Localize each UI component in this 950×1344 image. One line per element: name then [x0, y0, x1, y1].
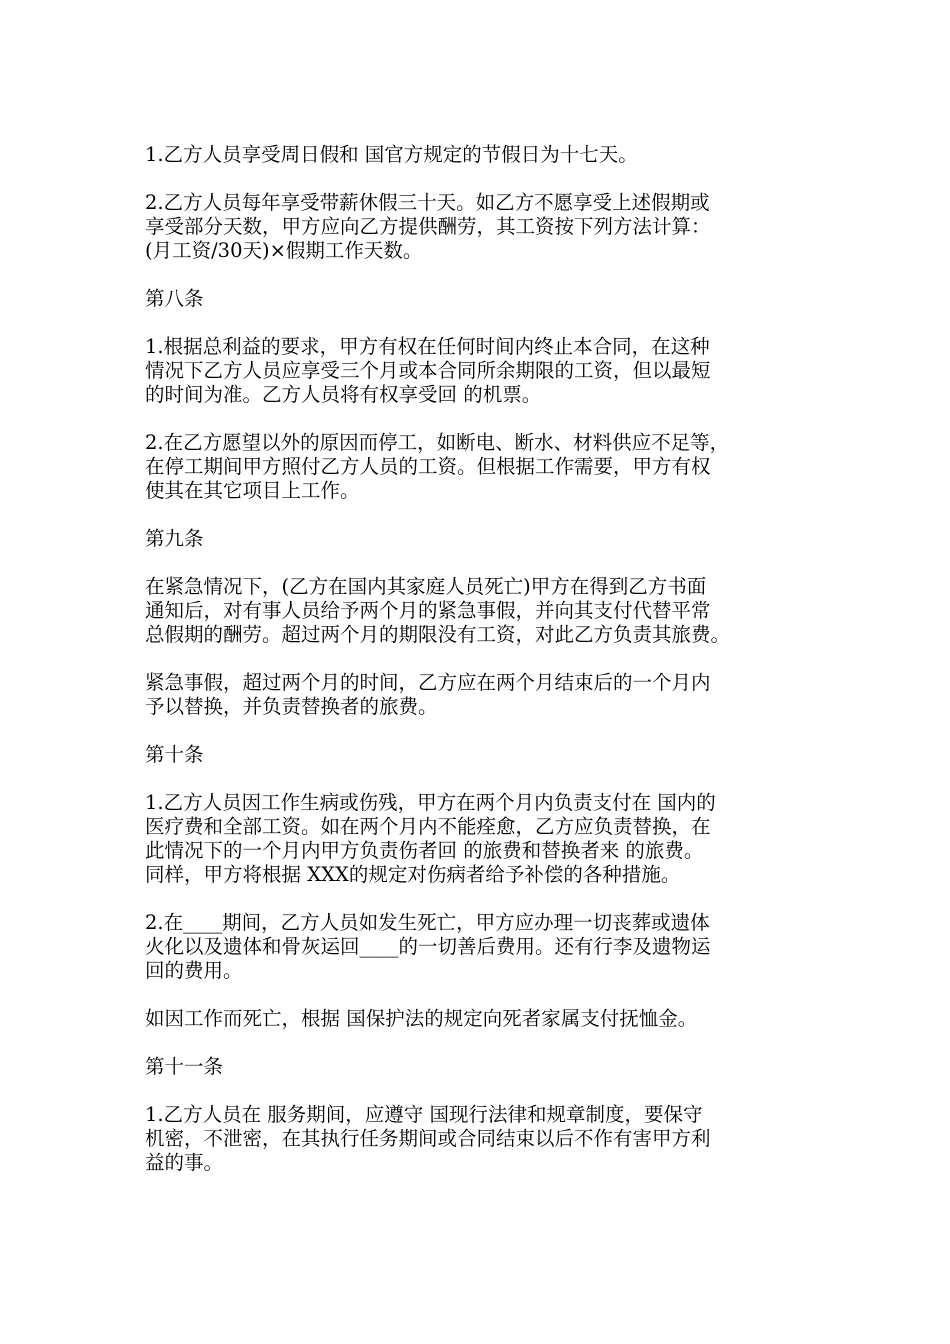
text-line: 此情况下的一个月内甲方负责伤者回 的旅费和替换者来 的旅费。	[145, 839, 704, 862]
paragraph	[145, 143, 810, 167]
text-line: 予以替换，并负责替换者的旅费。	[145, 695, 438, 718]
text-line: 医疗费和全部工资。如在两个月内不能痊愈，乙方应负责替换，在	[145, 815, 711, 838]
text-line: 第八条	[145, 287, 204, 310]
article-heading	[145, 743, 810, 767]
paragraph	[145, 1007, 810, 1031]
paragraph	[145, 431, 810, 503]
text-line: 的时间为准。乙方人员将有权享受回 的机票。	[145, 383, 542, 406]
paragraph	[145, 575, 810, 647]
text-line: 2.乙方人员每年享受带薪休假三十天。如乙方不愿享受上述假期或	[145, 191, 710, 214]
text-line: 1.乙方人员享受周日假和 国官方规定的节假日为十七天。	[145, 143, 638, 166]
text-line: 同样，甲方将根据 XXX的规定对伤病者给予补偿的各种措施。	[145, 863, 681, 886]
text-line: 2.在____期间，乙方人员如发生死亡，甲方应办理一切丧葬或遗体	[145, 911, 710, 934]
text-line: 如因工作而死亡，根据 国保护法的规定向死者家属支付抚恤金。	[145, 1007, 698, 1030]
document-page	[145, 143, 810, 1199]
text-line: 火化以及遗体和骨灰运回____的一切善后费用。还有行李及遗物运	[145, 935, 711, 958]
paragraph	[145, 335, 810, 407]
text-line: 紧急事假，超过两个月的时间，乙方应在两个月结束后的一个月内	[145, 671, 711, 694]
article-heading	[145, 287, 810, 311]
text-line: 1.乙方人员在 服务期间，应遵守 国现行法律和规章制度，要保守	[145, 1103, 703, 1126]
paragraph	[145, 671, 810, 719]
text-line: 通知后，对有事人员给予两个月的紧急事假，并向其支付代替平常	[145, 599, 711, 622]
text-line: 在停工期间甲方照付乙方人员的工资。但根据工作需要，甲方有权	[145, 455, 711, 478]
text-line: 享受部分天数，甲方应向乙方提供酬劳，其工资按下列方法计算：	[145, 215, 711, 238]
text-line: 1.乙方人员因工作生病或伤残，甲方在两个月内负责支付在 国内的	[145, 791, 716, 814]
text-line: (月工资/30天)×假期工作天数。	[145, 239, 423, 262]
paragraph	[145, 911, 810, 983]
text-line: 使其在其它项目上工作。	[145, 479, 360, 502]
text-line: 益的事。	[145, 1151, 224, 1174]
text-line: 第九条	[145, 527, 204, 550]
article-heading	[145, 1055, 810, 1079]
text-line: 第十一条	[145, 1055, 224, 1078]
text-line: 在紧急情况下，(乙方在国内其家庭人员死亡)甲方在得到乙方书面	[145, 575, 707, 598]
paragraph	[145, 791, 810, 887]
text-line: 第十条	[145, 743, 204, 766]
text-line: 机密，不泄密，在其执行任务期间或合同结束以后不作有害甲方利	[145, 1127, 711, 1150]
text-line: 总假期的酬劳。超过两个月的期限没有工资，对此乙方负责其旅费。	[145, 623, 731, 646]
paragraph	[145, 191, 810, 263]
paragraph	[145, 1103, 810, 1175]
text-line: 回的费用。	[145, 959, 243, 982]
text-line: 情况下乙方人员应享受三个月或本合同所余期限的工资，但以最短	[145, 359, 711, 382]
text-line: 1.根据总利益的要求，甲方有权在任何时间内终止本合同，在这种	[145, 335, 710, 358]
text-line: 2.在乙方愿望以外的原因而停工，如断电、断水、材料供应不足等，	[145, 431, 730, 454]
article-heading	[145, 527, 810, 551]
